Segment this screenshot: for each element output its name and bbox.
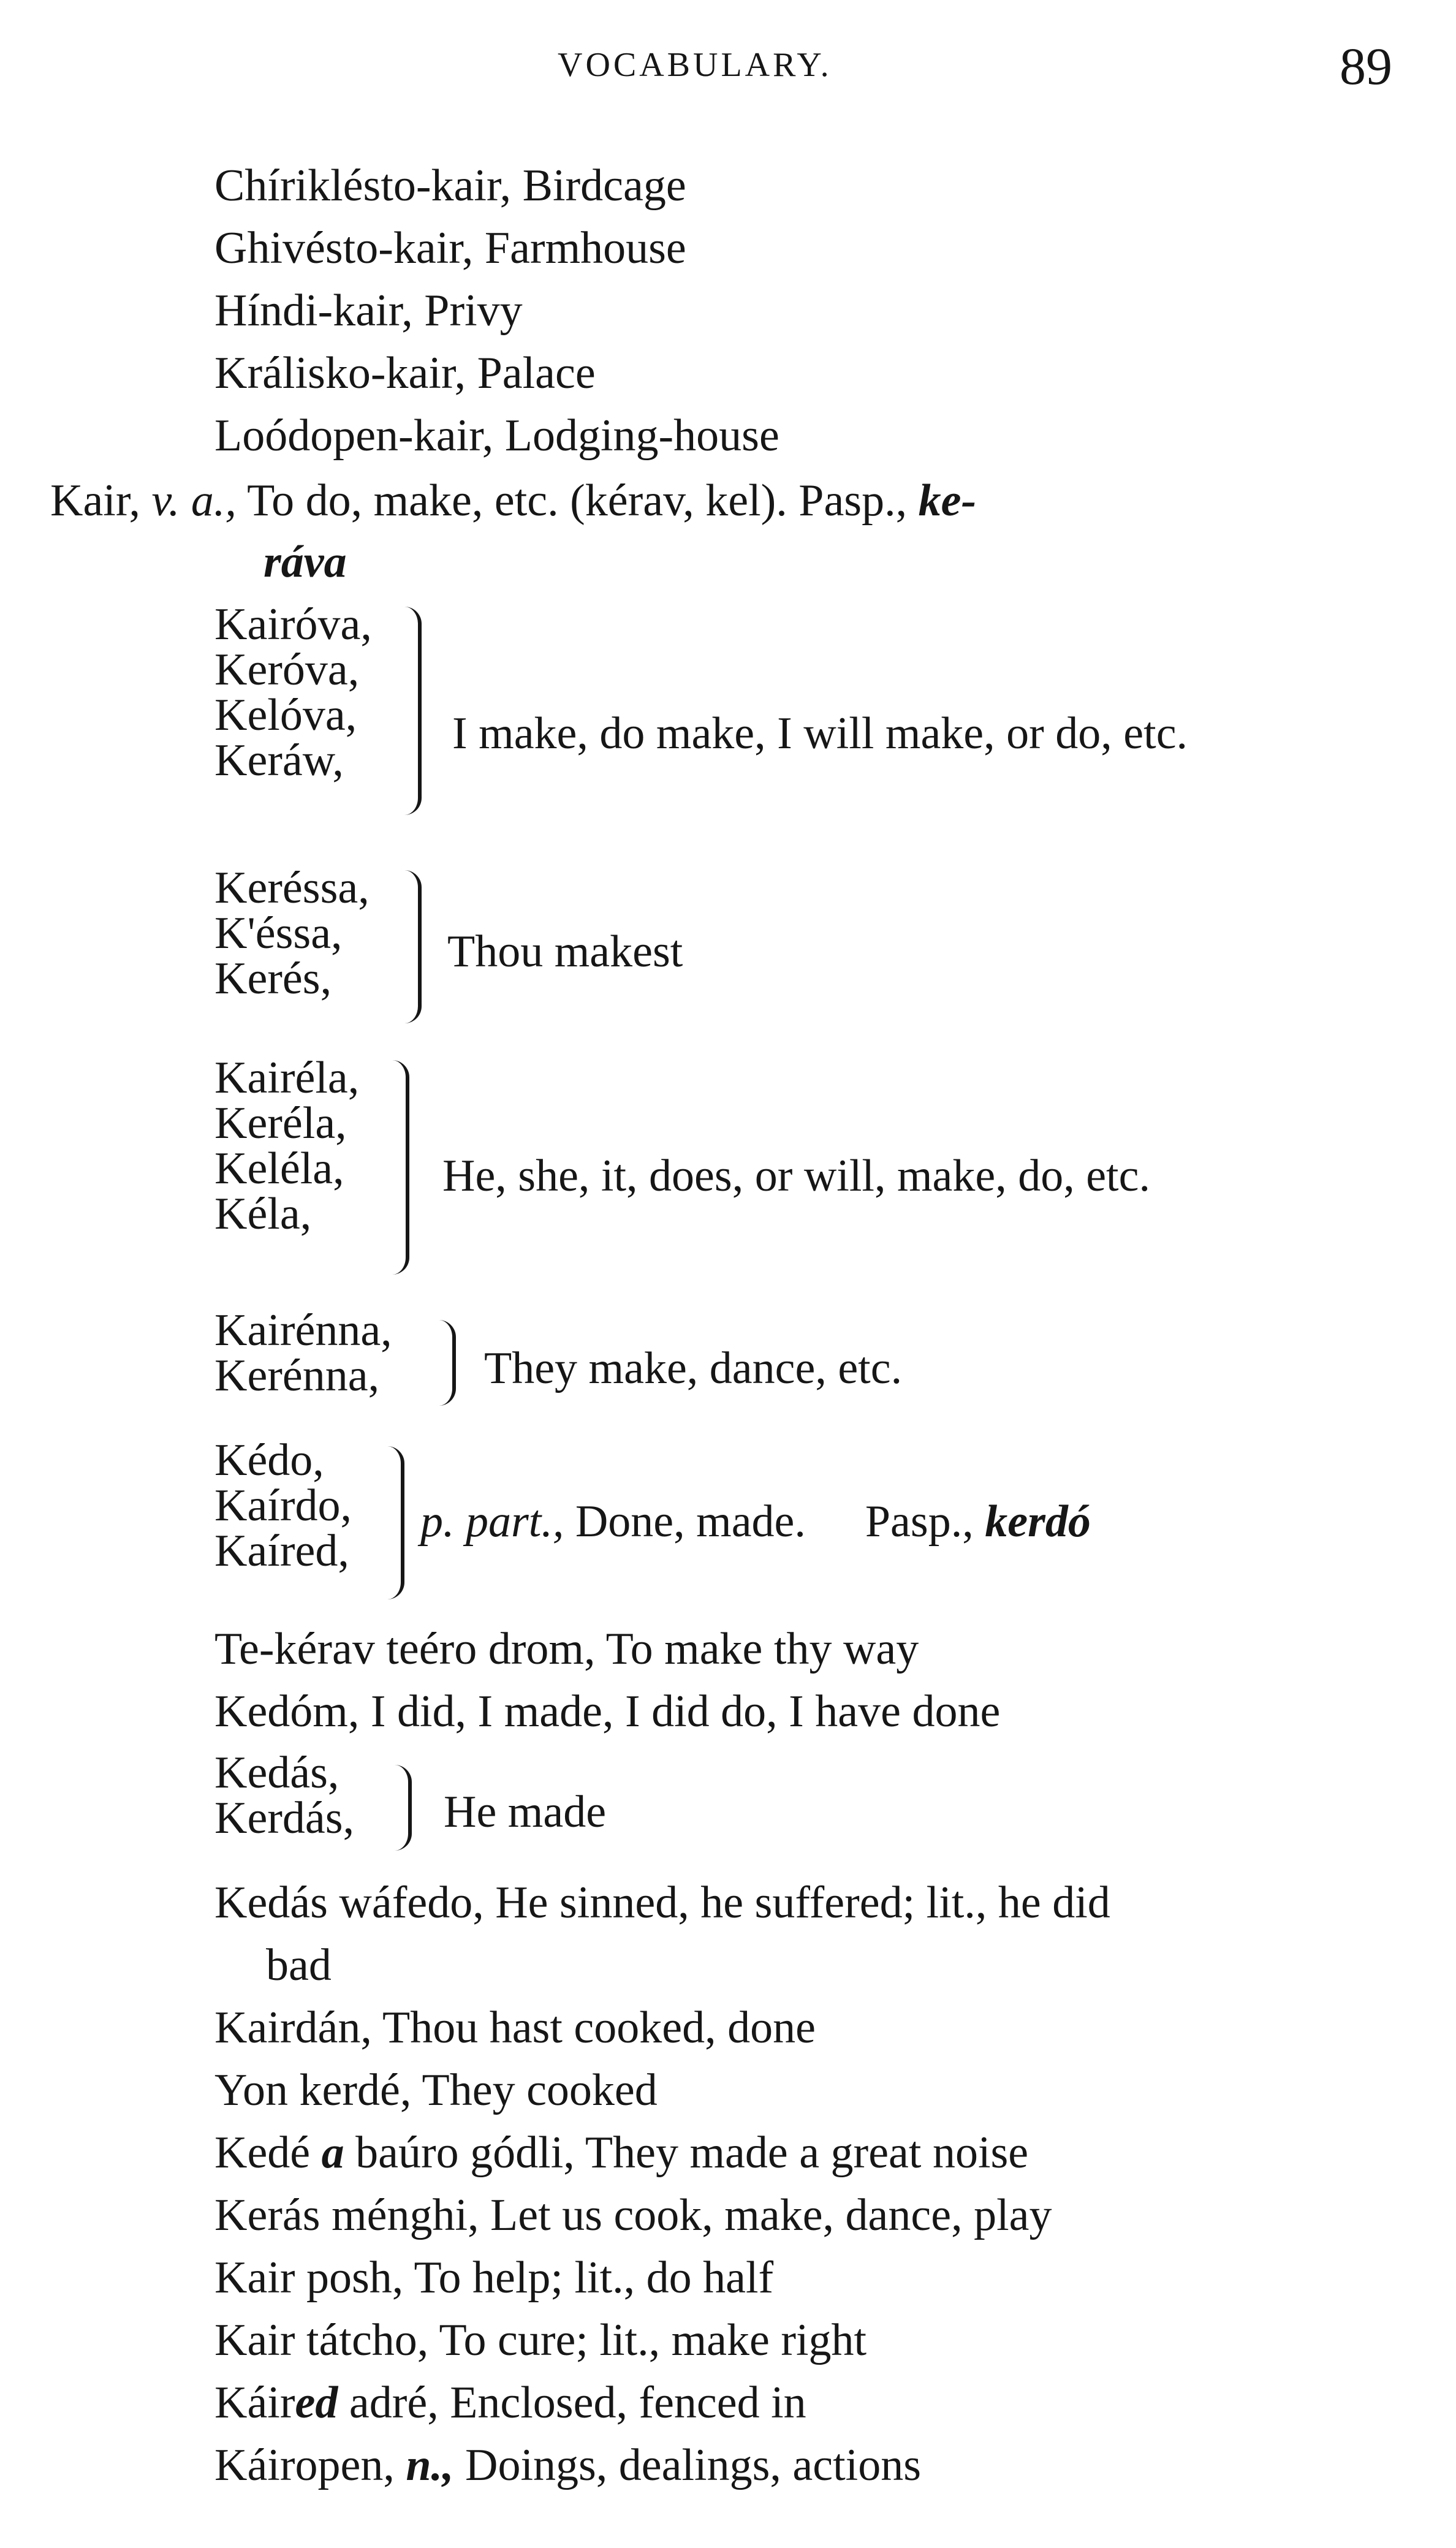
- part-of-speech: n.,: [406, 2440, 454, 2490]
- phrase-enclosed: Káired adré, Enclosed, fenced in: [214, 2378, 806, 2428]
- participle-group: [214, 1435, 352, 1576]
- verb-form: Kéla,: [214, 1189, 312, 1239]
- verb-form: Keréla,: [214, 1098, 347, 1148]
- group-gloss: I make, do make, I will make, or do, etc.: [452, 708, 1188, 759]
- verb-form: Keráw,: [214, 735, 344, 786]
- article: a: [321, 2128, 344, 2178]
- phrase-i-did: Kedóm, I did, I made, I did do, I have done: [214, 1686, 1001, 1737]
- verb-form: Keréssa,: [214, 863, 370, 913]
- verb-form: Kerénna,: [214, 1351, 380, 1401]
- phrase-let-us-cook: Kerás ménghi, Let us cook, make, dance, play: [214, 2190, 1052, 2240]
- brace: [387, 1446, 404, 1599]
- brace: [439, 1320, 456, 1406]
- part-of-speech: v. a.,: [151, 476, 237, 526]
- verb-form: Kairénna,: [214, 1305, 392, 1356]
- verb-form: Kaíred,: [214, 1526, 349, 1576]
- running-head: VOCABULARY.: [558, 46, 832, 84]
- conjugation-group-2: [214, 863, 370, 1004]
- conjugation-group-6: [214, 1750, 354, 1841]
- entry-doings: Káiropen, n., Doings, dealings, actions: [214, 2440, 922, 2490]
- group-gloss: They make, dance, etc.: [484, 1343, 903, 1393]
- verb-form: Kaírdo,: [214, 1481, 352, 1531]
- verb-form: K'éssa,: [214, 908, 343, 958]
- phrase-sinned: Kedás wáfedo, He sinned, he suffered; lit., he did: [214, 1878, 1110, 1928]
- verb-form: Keléla,: [214, 1143, 344, 1194]
- phrase-make-thy-way: Te-kérav teéro drom, To make thy way: [214, 1624, 919, 1674]
- phrase-they-cooked: Yon kerdé, They cooked: [214, 2065, 658, 2115]
- entry-farmhouse: Ghivésto-kair, Farmhouse: [214, 223, 686, 273]
- pasp-form-continued: ráva: [264, 537, 347, 587]
- verb-form: Kairéla,: [214, 1053, 360, 1103]
- main-entry-line: [50, 476, 977, 526]
- entry-lodging-house: Loódopen-kair, Lodging-house: [214, 411, 779, 461]
- phrase-great-noise: Kedé a baúro gódli, They made a great noise: [214, 2128, 1029, 2178]
- participle-meaning: Done, made.: [575, 1496, 806, 1547]
- brace: [404, 607, 422, 815]
- brace: [395, 1765, 412, 1851]
- entry-birdcage: Chíriklésto-kair, Birdcage: [214, 161, 686, 211]
- conjugation-group-4: [214, 1305, 392, 1401]
- group-gloss: He, she, it, does, or will, make, do, etc.: [442, 1151, 1150, 1201]
- verb-form: Kédo,: [214, 1435, 324, 1485]
- page-number: 89: [1340, 37, 1392, 96]
- conjugation-group-1: [214, 599, 372, 786]
- group-gloss: He made: [444, 1787, 607, 1837]
- verb-form: Kerés,: [214, 954, 332, 1004]
- pasp-form: ke-: [918, 476, 977, 526]
- headword: Kair,: [50, 476, 141, 526]
- entry-privy: Híndi-kair, Privy: [214, 286, 523, 336]
- entry-palace: Králisko-kair, Palace: [214, 348, 596, 398]
- phrase-to-cure: Kair tátcho, To cure; lit., make right: [214, 2315, 867, 2365]
- brace: [392, 1060, 409, 1275]
- participle-gloss: [420, 1496, 1091, 1547]
- gloss: To do, make, etc. (kérav, kel). Pasp.,: [247, 476, 908, 526]
- verb-form: Kairóva,: [214, 599, 372, 650]
- verb-form: Kerdás,: [214, 1793, 355, 1843]
- verb-form: Keróva,: [214, 645, 360, 695]
- main-entry-continuation: [264, 539, 347, 585]
- phrase-to-help: Kair posh, To help; lit., do half: [214, 2253, 774, 2303]
- pasp-label: Pasp.,: [865, 1496, 974, 1547]
- group-gloss: Thou makest: [447, 927, 683, 977]
- pasp-form: kerdó: [985, 1496, 1091, 1547]
- phrase-sinned-continued: bad: [266, 1940, 332, 1990]
- phrase-cooked-done: Kairdán, Thou hast cooked, done: [214, 2003, 816, 2053]
- conjugation-group-3: [214, 1055, 359, 1237]
- participle-pos: p. part.,: [420, 1496, 564, 1547]
- brace: [404, 870, 422, 1023]
- verb-form: Kedás,: [214, 1748, 339, 1798]
- verb-form: Kelóva,: [214, 690, 357, 740]
